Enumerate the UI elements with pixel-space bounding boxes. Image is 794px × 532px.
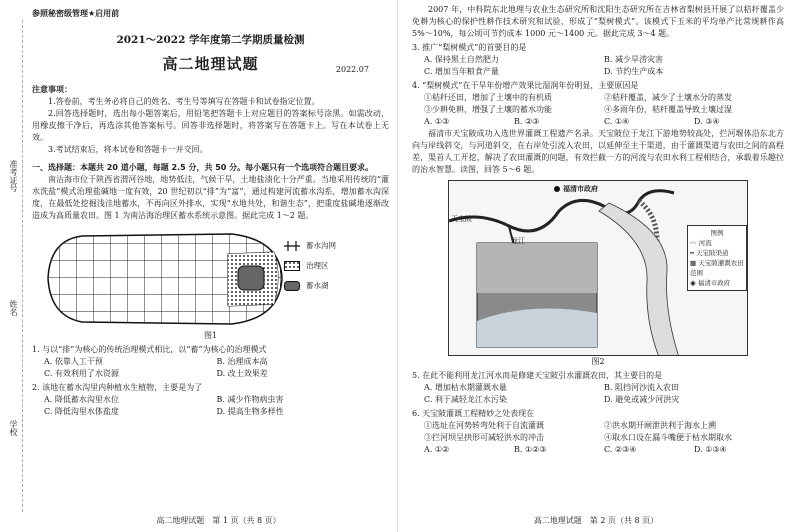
question-intro-2: 福清市天宝陂成功入选世界灌溉工程遗产名录。天宝陂位于龙江下游地势较高处，拦河堰体沿东北方向与岸线斜交，与河道斜交，在右岸处引流入农田，以延伸至主干渠道，由于灌溉渠道与农田之间的高程差，渠首人工开挖，解决了农田灌溉的问题，有效拦截一方的河流与农田水利工程相结合，承载着乐趣拉的治水智慧。读图，回答 5～6 题。 <box>412 129 784 174</box>
statement-2: ②秸秆覆盖，减少了土壤水分的蒸发 <box>604 93 732 102</box>
map-legend-label: 福清市政府 <box>697 279 731 287</box>
option-b[interactable]: B. ①②③ <box>514 445 547 454</box>
option-b[interactable]: B. 治理成本高 <box>216 357 268 366</box>
option-d[interactable]: D. ①③④ <box>694 445 727 454</box>
legend-label: 蓄水湖 <box>306 281 329 290</box>
map-legend-title: 图例 <box>710 229 724 237</box>
page-footer: 高二地理试题 第 2 页（共 8 页） <box>533 516 659 525</box>
option-grid <box>32 356 389 380</box>
ditch-network-icon <box>284 241 300 251</box>
option-a[interactable]: A. 降低蓄水沟里水位 <box>44 395 119 404</box>
binding-label-name: 姓名 <box>9 300 18 316</box>
notice-item: 2.回答选择题时，选出每小题答案后，用铅笔把答题卡上对应题目的答案标号涂黑。如需改动，用橡皮擦干净后，再选涂其他答案标号。回答非选择题时，将答案写在答题卡上。写在本试卷上无效。 <box>32 109 389 142</box>
page-right <box>397 0 794 532</box>
option-grid <box>412 444 784 456</box>
option-c[interactable]: C. 增加当年粮食产量 <box>424 67 499 76</box>
option-b[interactable]: B. 减少旱涝灾害 <box>604 55 663 64</box>
map-legend-label: 河流 <box>698 239 712 247</box>
figure-1 <box>32 226 389 330</box>
option-c[interactable]: C. 有效利用了水资源 <box>44 369 119 378</box>
question-stem: 5. 在此不能利用龙江河水而是修建天宝陂引水灌溉农田，其主要目的是 <box>412 371 663 380</box>
figure-2-map <box>448 180 748 356</box>
option-a[interactable]: A. 依靠人工干预 <box>44 357 103 366</box>
map-legend-item <box>690 248 744 258</box>
question-stem: 6. 天宝陂灌溉工程精妙之处表现在 <box>412 409 535 418</box>
left-content <box>32 8 389 418</box>
option-grid <box>32 394 389 418</box>
question-stem: 1. 与以“排”为核心的传统治理模式相比，以“蓄”为核心的治理模式 <box>32 345 267 354</box>
notice-item: 1.答卷前，考生务必将自己的姓名、考生号等填写在答题卡和试卷指定位置。 <box>48 97 320 106</box>
exam-date: 2022.07 <box>335 65 369 74</box>
map-legend-item <box>690 258 744 278</box>
option-d[interactable]: D. 提高生物多样性 <box>216 407 284 416</box>
storage-lake-icon <box>284 281 300 291</box>
option-a[interactable]: A. 增加枯水期灌溉水量 <box>424 383 507 392</box>
option-b[interactable]: B. ②③ <box>514 117 540 126</box>
binding-label-exam-number: 准考证号 <box>9 160 18 192</box>
question-3 <box>412 42 784 78</box>
question-2 <box>32 382 389 418</box>
option-d[interactable]: D. ③④ <box>694 117 720 126</box>
legend-label: 治理区 <box>306 261 329 270</box>
option-c[interactable]: C. 利于减轻龙江水污染 <box>424 395 507 404</box>
subject-title: 高二地理试题 <box>162 55 259 73</box>
statement-4: ④取水口设在漏斗嘴便于枯水期取水 <box>604 433 732 442</box>
section-heading: 一、选择题：本题共 20 道小题，每题 2.5 分，共 50 分。每小题只有一个选项符合题目要求。 <box>32 163 374 172</box>
question-intro: 南沾海市位于陕西省渭河谷地，地势低洼，气候干旱，土地盐渍化十分严重。当地采用传统的“灌水洗盐”模式治理盐碱地一度有效，20 世纪初以“排”为“富”，通过构建河流蓄水沟系，增加蓄水沟深度，在最低处挖掘浅洼地蓄水，不再向区外排水，实现“水地共处，和谐生态”，把重度盐碱地逐渐改造成为高质量农田。图 1 为南沾海治理区蓄水系统示意图。据此完成 1～2 题。 <box>32 175 389 220</box>
statement-4: ④多雨年份，秸秆覆盖导致土壤过湿 <box>604 105 732 114</box>
legend-item-ditch <box>284 240 336 252</box>
option-a[interactable]: A. 保持黑土自然肥力 <box>424 55 499 64</box>
question-stem: 3. 推广“梨树模式”的首要目的是 <box>412 43 527 52</box>
question-4 <box>412 80 784 128</box>
river-icon: 〰 <box>690 239 697 247</box>
option-d[interactable]: D. 改土效果差 <box>216 369 268 378</box>
map-legend-item <box>690 238 744 248</box>
question-6 <box>412 408 784 456</box>
map-legend <box>687 225 747 291</box>
option-a[interactable]: A. ①③ <box>424 117 450 126</box>
treated-area-icon <box>284 261 300 271</box>
map-label-government: 福清市政府 <box>563 184 598 193</box>
map-label-tianbao: 天宝陂 <box>451 215 472 223</box>
option-c[interactable]: C. ①④ <box>604 117 630 126</box>
statement-3: ③少耕免耕，增强了土壤的蓄水功能 <box>424 105 552 114</box>
map-legend-item <box>690 278 744 288</box>
binding-label-school: 学校 <box>9 420 18 436</box>
option-c[interactable]: C. ②③④ <box>604 445 637 454</box>
option-d[interactable]: D. 节约生产成本 <box>604 67 664 76</box>
figure-caption: 图2 <box>591 357 605 366</box>
question-5 <box>412 370 784 406</box>
option-a[interactable]: A. ①② <box>424 445 450 454</box>
statement-2: ②洪水期开闸泄洪利于海水上溯 <box>604 421 716 430</box>
option-b[interactable]: B. 减少作物病虫害 <box>216 395 284 404</box>
binding-dashed-line <box>22 20 23 512</box>
statement-1: ①秸秆还田，增加了土壤中的有机质 <box>424 93 552 102</box>
subject-row <box>32 55 389 78</box>
statement-grid <box>412 420 784 444</box>
statement-1: ①选址在河势转弯处利于自流灌溉 <box>424 421 544 430</box>
question-1 <box>32 344 389 380</box>
option-c[interactable]: C. 降低沟里水体盐度 <box>44 407 119 416</box>
binding-strip <box>0 0 28 532</box>
legend-item-treated <box>284 260 329 272</box>
option-grid <box>412 116 784 128</box>
question-stem: 4. “梨树模式”在干旱年份增产效果比湿润年份明显，主要原因是 <box>412 81 639 90</box>
map-label-river: 龙江 <box>511 237 525 245</box>
option-d[interactable]: D. 避免或减少河洪灾 <box>604 395 680 404</box>
storage-system-diagram <box>42 226 292 330</box>
channel-icon: ━ <box>690 249 694 257</box>
option-b[interactable]: B. 阻挡河沙流入农田 <box>604 383 679 392</box>
map-legend-label: 天宝陂灌溉农田范围 <box>690 259 744 277</box>
notice-item: 3.考试结束后，将本试卷和答题卡一并交回。 <box>48 145 208 154</box>
map-legend-label: 天宝陂渠道 <box>696 249 729 257</box>
right-content <box>412 4 784 456</box>
question-stem: 2. 该地在蓄水沟里内种植水生植物，主要是为了 <box>32 383 203 392</box>
option-grid <box>412 382 784 406</box>
farmland-icon: ▩ <box>690 259 697 267</box>
question-intro: 2007 年，中科院东北地理与农业生态研究所和沈阳生态研究所在吉林省梨树县开展了以秸秆覆盖少免耕为核心的保护性耕作技术研究和试验，形成了“梨树模式”。该模式下玉米的平均单产比常规耕作高 5%～10%，每公顷可节约成本 1000 元～1400 元。据此完成 3～4 题。 <box>412 5 784 38</box>
page-footer: 高二地理试题 第 1 页（共 8 页） <box>156 516 281 525</box>
figure-caption: 图1 <box>203 331 218 340</box>
notice-title: 注意事项： <box>32 85 72 94</box>
confidential-label: 参照秘密级管理★启用前 <box>32 9 120 18</box>
statement-3: ③拦河坝呈拱形可减轻洪水的冲击 <box>424 433 544 442</box>
statement-grid <box>412 92 784 116</box>
legend-item-lake <box>284 280 329 292</box>
government-icon: ◉ <box>690 279 696 287</box>
legend-label: 蓄水沟网 <box>306 241 336 250</box>
exam-title: 2021～2022 学年度第二学期质量检测 <box>116 34 305 46</box>
option-grid <box>412 54 784 78</box>
